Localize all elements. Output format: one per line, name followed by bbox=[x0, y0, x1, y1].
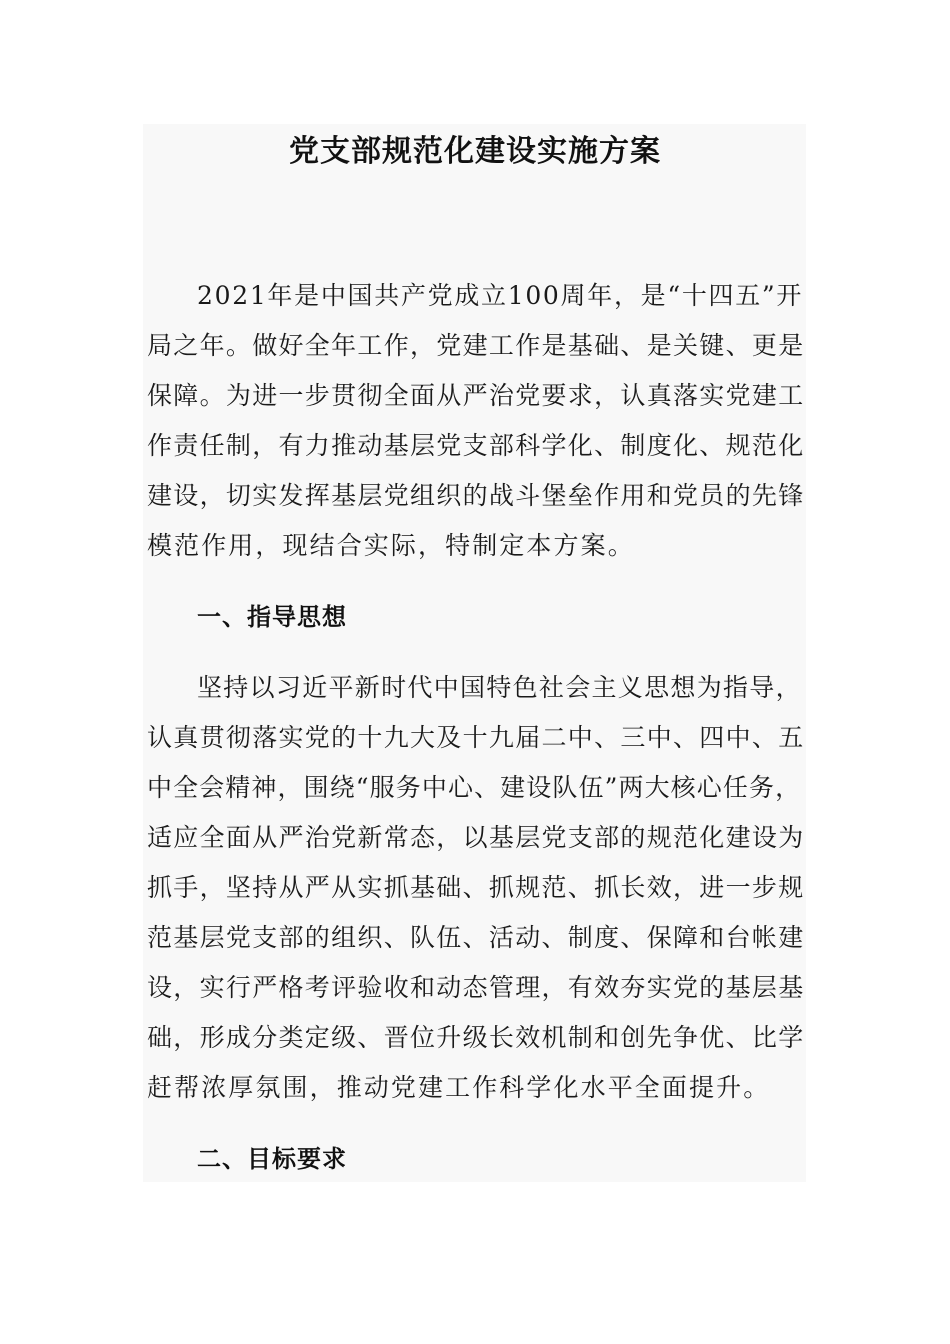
section1-line-4: 适应全面从严治党新常态，以基层党支部的规范化建设为 bbox=[147, 823, 805, 852]
section-heading-guiding-ideology: 一、指导思想 bbox=[197, 603, 347, 631]
section-heading-goals: 二、目标要求 bbox=[197, 1145, 347, 1173]
section1-line-7: 设，实行严格考评验收和动态管理，有效夯实党的基层基 bbox=[147, 973, 805, 1002]
section1-line-8: 础，形成分类定级、晋位升级长效机制和创先争优、比学 bbox=[147, 1023, 805, 1052]
section1-line-9: 赶帮浓厚氛围，推动党建工作科学化水平全面提升。 bbox=[147, 1073, 771, 1102]
intro-line-5: 建设，切实发挥基层党组织的战斗堡垒作用和党员的先锋 bbox=[147, 481, 805, 510]
document-title: 党支部规范化建设实施方案 bbox=[289, 134, 661, 169]
section1-line-2: 认真贯彻落实党的十九大及十九届二中、三中、四中、五 bbox=[147, 723, 805, 752]
intro-line-2: 局之年。做好全年工作，党建工作是基础、是关键、更是 bbox=[147, 331, 805, 360]
intro-line-1: 2021年是中国共产党成立100周年，是“十四五”开 bbox=[197, 281, 804, 310]
section1-line-6: 范基层党支部的组织、队伍、活动、制度、保障和台帐建 bbox=[147, 923, 805, 952]
intro-line-4: 作责任制，有力推动基层党支部科学化、制度化、规范化 bbox=[147, 431, 805, 460]
section1-line-5: 抓手，坚持从严从实抓基础、抓规范、抓长效，进一步规 bbox=[147, 873, 805, 902]
intro-line-6: 模范作用，现结合实际，特制定本方案。 bbox=[147, 531, 635, 560]
section1-line-1: 坚持以习近平新时代中国特色社会主义思想为指导， bbox=[197, 673, 802, 702]
intro-line-3: 保障。为进一步贯彻全面从严治党要求，认真落实党建工 bbox=[147, 381, 805, 410]
section1-line-3: 中全会精神，围绕“服务中心、建设队伍”两大核心任务， bbox=[147, 773, 802, 802]
